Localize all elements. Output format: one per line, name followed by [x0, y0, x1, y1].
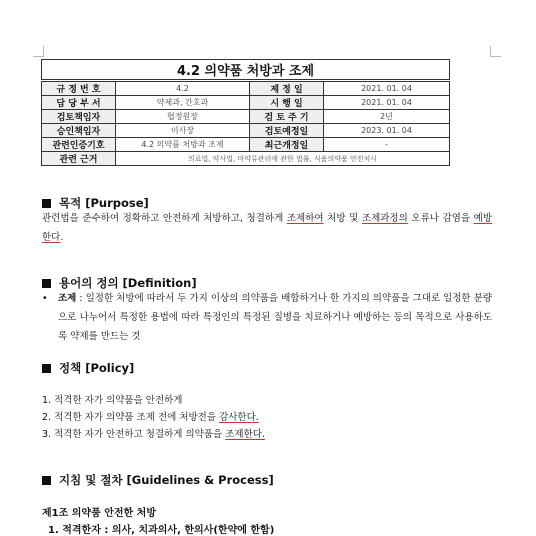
policy-item: 2. 적격한 자가 의약품 조제 전에 처방전을 감사한다. — [42, 412, 259, 423]
value-last-revised: - — [324, 138, 450, 152]
bullet-dot-icon: • — [42, 293, 48, 304]
label-review-due-date: 검토예정일 — [250, 124, 324, 138]
value-reviewer: 협정원장 — [116, 110, 250, 124]
label-department: 담 당 부 서 — [42, 96, 116, 110]
header-row — [42, 110, 450, 124]
section-heading-guidelines: 지침 및 절차 [Guidelines & Process] — [42, 472, 274, 488]
header-row — [42, 138, 450, 152]
value-enacted-date: 2021. 01. 04 — [324, 81, 450, 96]
header-row — [42, 96, 450, 110]
label-review-cycle: 검 토 주 기 — [250, 110, 324, 124]
square-bullet-icon — [42, 279, 51, 288]
label-enacted-date: 제 정 일 — [250, 81, 324, 96]
label-related-basis: 관련 근거 — [42, 152, 116, 166]
guideline-item: 1. 적격한자 : 의사, 치과의사, 한의사(한약에 한함) — [48, 525, 275, 536]
value-regulation-number: 4.2 — [116, 81, 250, 96]
label-regulation-number: 규 정 번 호 — [42, 81, 116, 96]
value-review-due-date: 2023. 01. 04 — [324, 124, 450, 138]
policy-item: 1. 적격한 자가 의약품을 안전하게 — [42, 395, 183, 406]
label-reviewer: 검토책임자 — [42, 110, 116, 124]
square-bullet-icon — [42, 476, 51, 485]
section-heading-policy: 정책 [Policy] — [42, 360, 134, 376]
label-accreditation-code: 관련인증기호 — [42, 138, 116, 152]
value-department: 약제과, 간호과 — [116, 96, 250, 110]
header-row — [42, 124, 450, 138]
section-heading-purpose: 목적 [Purpose] — [42, 195, 149, 211]
section-heading-definition: 용어의 정의 [Definition] — [42, 275, 197, 291]
header-row — [42, 152, 450, 166]
value-effective-date: 2021. 01. 04 — [324, 96, 450, 110]
page-corner-mark-top-left — [33, 46, 44, 57]
square-bullet-icon — [42, 364, 51, 373]
policy-item: 3. 적격한 자가 안전하고 청결하게 의약품을 조제한다. — [42, 429, 265, 440]
article-heading: 제1조 의약품 안전한 처방 — [42, 508, 157, 519]
value-review-cycle: 2년 — [324, 110, 450, 124]
document-title: 4.2 의약품 처방과 조제 — [42, 60, 450, 81]
value-approver: 이사장 — [116, 124, 250, 138]
document-header-table — [41, 59, 450, 166]
header-row — [42, 81, 450, 96]
value-related-basis: 의료법, 약사법, 마약류관리에 관한 법률, 식품의약품 안전처시 — [116, 152, 450, 166]
label-approver: 승인책임자 — [42, 124, 116, 138]
label-last-revised: 최근개정일 — [250, 138, 324, 152]
definition-term: 조제 — [58, 293, 77, 304]
value-accreditation-code: 4.2 의약품 처방과 조제 — [116, 138, 250, 152]
square-bullet-icon — [42, 199, 51, 208]
label-effective-date: 시 행 일 — [250, 96, 324, 110]
page-corner-mark-top-right — [490, 46, 501, 57]
definition-text: : 일정한 처방에 따라서 두 가지 이상의 의약품을 배합하거나 한 가지의 의약품을 그대로 일정한 분량으로 나누어서 특정한 용법에 따라 특정인의 특정된 질병을 치료하거나 예방하는 등의 목적으로 사용하도록 약제를 만드는 것 — [58, 293, 492, 342]
purpose-paragraph: 관련법을 준수하여 정확하고 안전하게 처방하고, 청결하게 조제하여 처방 및 조제과정의 오류나 감염을 예방한다. — [42, 213, 493, 243]
